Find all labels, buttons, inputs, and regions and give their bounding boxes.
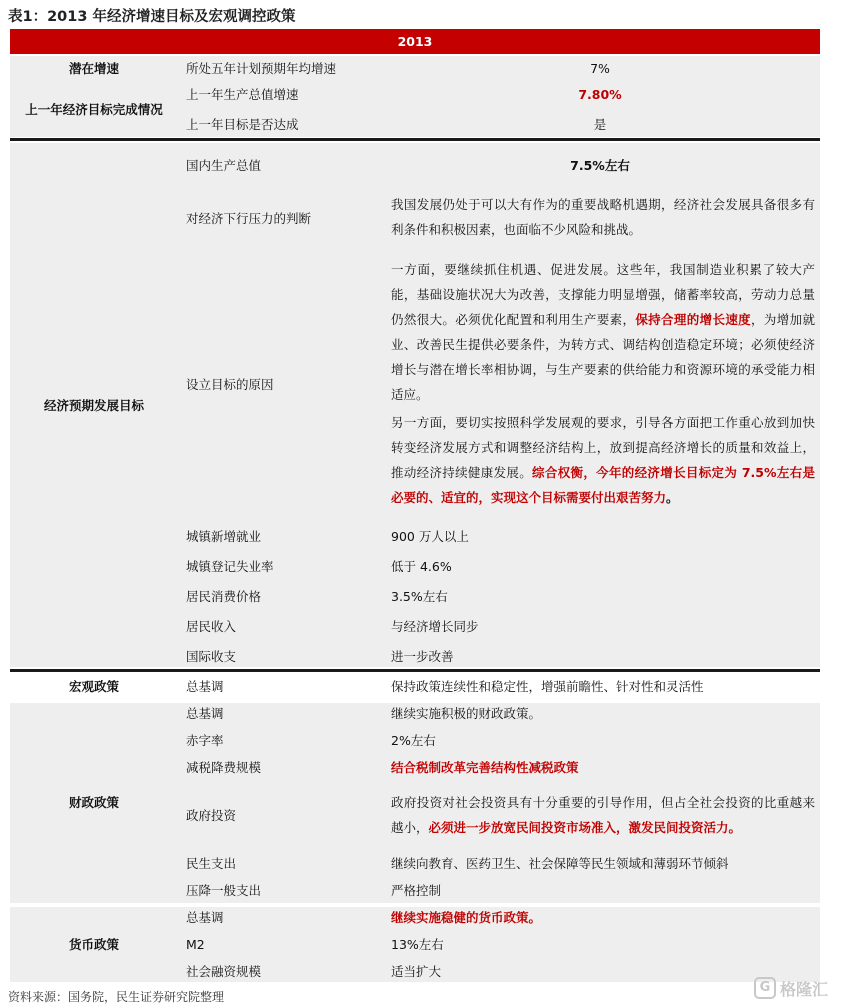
band-top xyxy=(10,56,820,137)
row-value: 适当扩大 xyxy=(391,964,442,979)
macro-policy-header: 宏观政策 xyxy=(68,679,120,694)
divider xyxy=(10,138,820,141)
row-value: 7% xyxy=(590,61,610,76)
table-title: 表1：2013 年经济增速目标及宏观调控政策 xyxy=(8,9,296,25)
row-value: 低于 4.6% xyxy=(391,559,452,574)
row-label: 对经济下行压力的判断 xyxy=(186,211,312,226)
invest-text xyxy=(391,790,815,840)
row-value: 3.5%左右 xyxy=(391,589,448,604)
row-label: 国际收支 xyxy=(186,649,237,664)
econ-target-header: 经济预期发展目标 xyxy=(43,398,145,413)
row-value: 7.5%左右 xyxy=(570,158,630,173)
source-note: 资料来源：国务院，民生证券研究院整理 xyxy=(8,990,225,1004)
row-label: 政府投资 xyxy=(186,808,237,823)
divider xyxy=(10,669,820,672)
row-value: 继续向教育、医药卫生、社会保障等民生领域和薄弱环节倾斜 xyxy=(391,856,729,871)
row-label: 国内生产总值 xyxy=(186,158,262,173)
text-run: 。 xyxy=(666,490,679,505)
row-value: 严格控制 xyxy=(391,883,442,898)
row-label: 减税降费规模 xyxy=(186,760,262,775)
row-value: 进一步改善 xyxy=(391,649,454,664)
row-label: 居民消费价格 xyxy=(186,589,262,604)
text-run: 政府投资对社会投资具有十分重要的引导作用，但占全社会投资的比重越来越小， xyxy=(391,795,815,835)
fiscal-policy-header: 财政政策 xyxy=(68,795,120,810)
watermark-logo-icon: G xyxy=(754,977,776,999)
row-value: 7.80% xyxy=(578,87,622,102)
row-label: 城镇新增就业 xyxy=(186,529,262,544)
row-value: 结合税制改革完善结构性减税政策 xyxy=(391,760,579,775)
text-run: ，为增加就业、改善民生提供必要条件，为转方式、调结构创造稳定环境；必须使经济增长与潜在增长率相协调，与生产要素的供给能力和资源环境的承受能力相适应。 xyxy=(391,312,815,402)
row-label: M2 xyxy=(186,937,205,952)
row-value: 是 xyxy=(593,117,607,132)
row-value: 900 万人以上 xyxy=(391,529,469,544)
last-year-header: 上一年经济目标完成情况 xyxy=(25,102,163,117)
year-header: 2013 xyxy=(10,29,820,54)
row-label: 赤字率 xyxy=(186,733,224,748)
text-run: 另一方面，要切实按照科学发展观的要求，引导各方面把工作重心放到加快转变经济发展方式和调整经济结构上，放到提高经济增长的质量和效益上，推动经济持续健康发展。 xyxy=(391,415,815,480)
row-label: 居民收入 xyxy=(186,619,237,634)
row-label: 总基调 xyxy=(186,910,224,925)
row-value: 继续实施积极的财政政策。 xyxy=(391,706,542,721)
row-value: 与经济增长同步 xyxy=(391,619,479,634)
potential-growth-header: 潜在增速 xyxy=(68,61,120,76)
row-value: 保持政策连续性和稳定性，增强前瞻性、针对性和灵活性 xyxy=(391,679,704,694)
watermark xyxy=(754,975,828,1001)
text-run: 一方面，要继续抓住机遇、促进发展。这些年，我国制造业积累了较大产能，基础设施状况大为改善，支撑能力明显增强，储蓄率较高，劳动力总量仍然很大。必须优化配置和利用生产要素， xyxy=(391,262,815,327)
row-value: 2%左右 xyxy=(391,733,436,748)
row-label: 民生支出 xyxy=(186,856,237,871)
reason-text-1 xyxy=(391,257,815,407)
watermark-text: 格隆汇 xyxy=(780,979,829,999)
row-label: 总基调 xyxy=(186,706,224,721)
row-label: 压降一般支出 xyxy=(186,883,262,898)
row-label: 所处五年计划预期年均增速 xyxy=(186,61,337,76)
text-highlight: 必须进一步放宽民间投资市场准入，激发民间投资活力。 xyxy=(428,820,742,835)
row-value: 继续实施稳健的货币政策。 xyxy=(391,910,542,925)
row-label: 上一年生产总值增速 xyxy=(186,87,299,102)
row-label: 城镇登记失业率 xyxy=(186,559,274,574)
row-label: 上一年目标是否达成 xyxy=(186,117,299,132)
row-label: 社会融资规模 xyxy=(186,964,262,979)
row-label: 总基调 xyxy=(186,679,224,694)
row-label: 设立目标的原因 xyxy=(186,377,274,392)
reason-text-2 xyxy=(391,410,815,510)
text-highlight: 综合权衡，今年的经济增长目标定为 7.5%左右是必要的、适宜的，实现这个目标需要付出艰苦努力 xyxy=(391,465,815,505)
text-highlight: 保持合理的增长速度 xyxy=(635,312,752,327)
row-value: 13%左右 xyxy=(391,937,444,952)
monetary-policy-header: 货币政策 xyxy=(68,937,120,952)
pressure-text: 我国发展仍处于可以大有作为的重要战略机遇期，经济社会发展具备很多有利条件和积极因素，也面临不少风险和挑战。 xyxy=(391,197,815,237)
